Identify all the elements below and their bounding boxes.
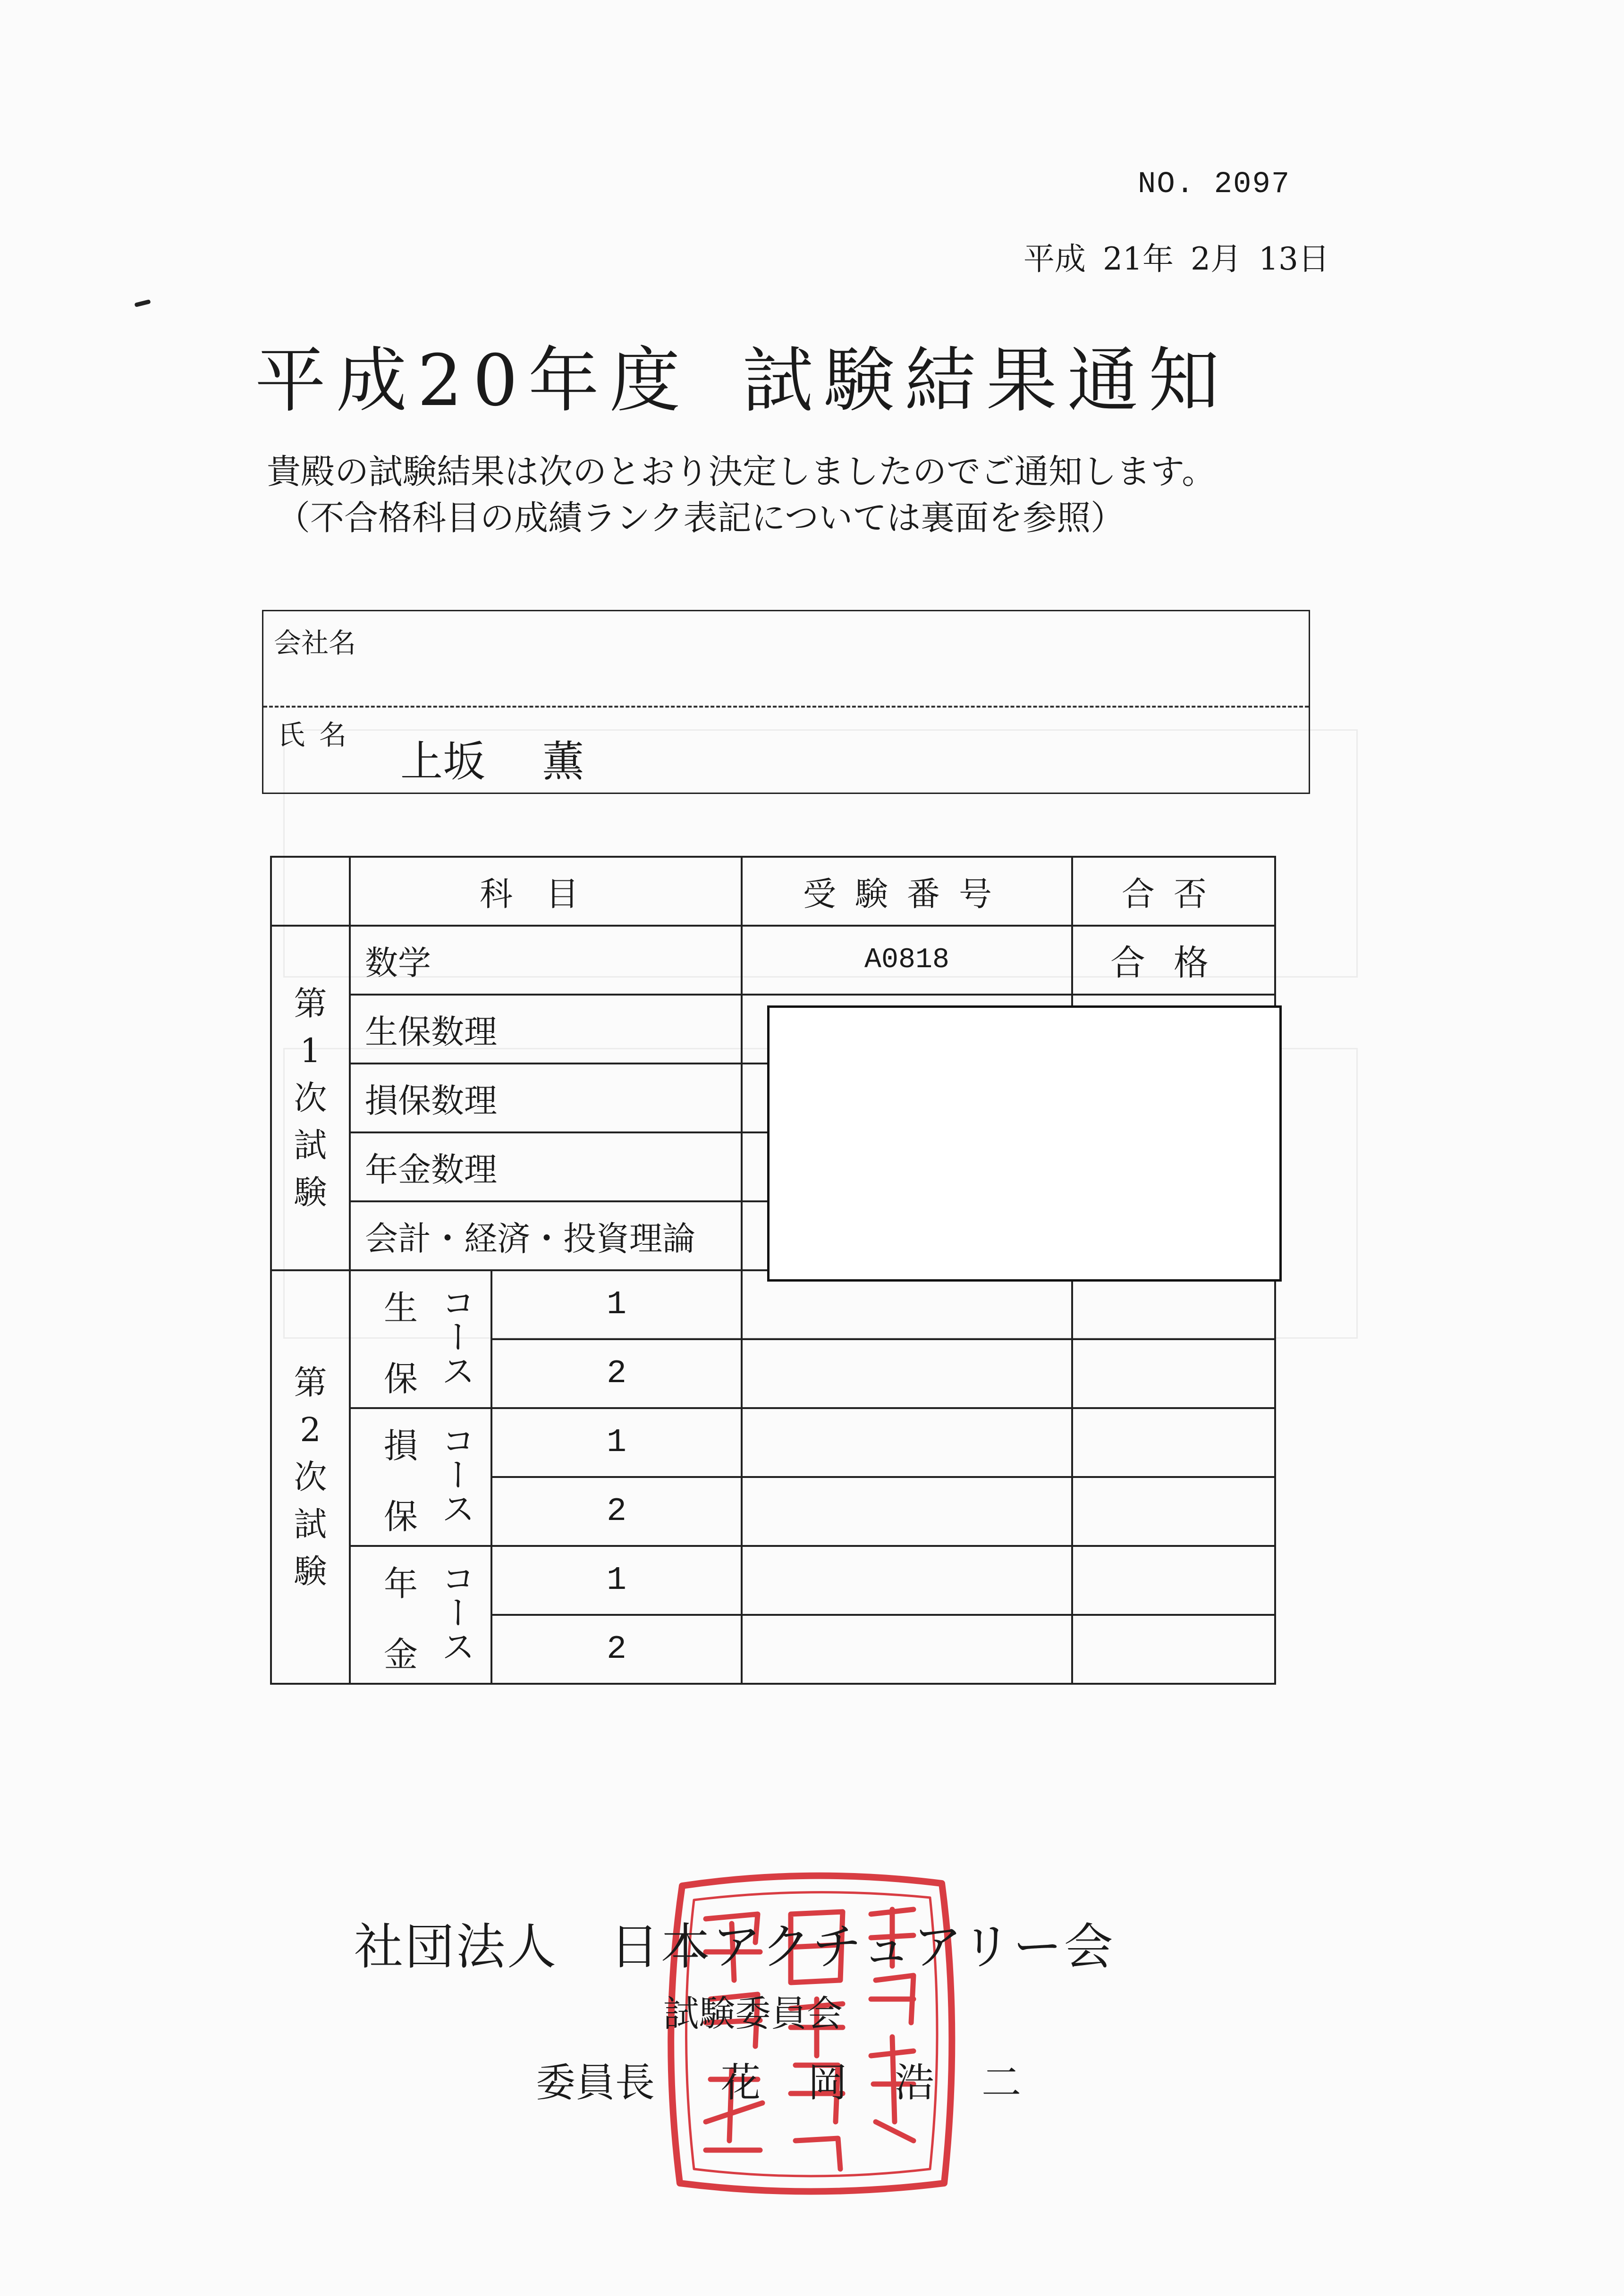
table-row: [271, 1408, 1275, 1477]
exam-number-cell: [742, 1339, 1072, 1408]
date-year: 21年: [1103, 241, 1174, 277]
exam-number-cell: [742, 1408, 1072, 1477]
header-result: 合否: [1072, 857, 1275, 926]
exam-number-cell: [742, 1546, 1072, 1615]
name-given: 薫: [542, 737, 584, 786]
date-day: 13日: [1258, 241, 1329, 277]
header-exam-number: 受験番号: [742, 857, 1072, 926]
course-nenkin: [350, 1546, 491, 1684]
issue-date: [1023, 234, 1329, 279]
exam-number-cell: [742, 1615, 1072, 1684]
document-number: NO. 2097: [1138, 168, 1291, 202]
first-exam-label: 第 1 次 試 験: [271, 926, 350, 1270]
course-name-bottom: 保: [384, 1359, 418, 1399]
ink-smudge: [134, 299, 151, 307]
course-word: コース: [436, 1285, 475, 1387]
second-exam-label: 第 2 次 試 験: [271, 1270, 350, 1684]
organization-line: [354, 1907, 1115, 1978]
course-sonpo: [350, 1408, 491, 1546]
course-name-top: 年: [384, 1564, 418, 1604]
exam-number-cell: A0818: [742, 926, 1072, 995]
result-cell: [1072, 1339, 1275, 1408]
name-value: [400, 727, 584, 788]
dashed-divider: [263, 706, 1309, 708]
course-row-number: 2: [491, 1615, 742, 1684]
course-word: コース: [436, 1423, 475, 1525]
course-row-number: 1: [491, 1408, 742, 1477]
course-row-number: 1: [491, 1270, 742, 1339]
header-subject: 科目: [350, 857, 742, 926]
name-box: [262, 610, 1310, 794]
exam-number-cell: [742, 1477, 1072, 1546]
result-cell: [1072, 1408, 1275, 1477]
name-label: 氏名: [278, 719, 361, 751]
result-cell: [1072, 1546, 1275, 1615]
date-month: 2月: [1190, 241, 1242, 277]
redaction-box: [767, 1005, 1282, 1282]
course-seiho: [350, 1270, 491, 1408]
chair-line: [536, 2051, 1021, 2108]
result-cell: 合格: [1072, 926, 1275, 995]
course-row-number: 2: [491, 1339, 742, 1408]
header-blank: [271, 857, 350, 926]
subject-cell: 損保数理: [350, 1064, 742, 1132]
course-name-bottom: 保: [384, 1497, 418, 1536]
chair-name-char: 二: [981, 2060, 1022, 2106]
table-row: [271, 1546, 1275, 1615]
course-name-top: 生: [384, 1288, 418, 1328]
subject-cell: 年金数理: [350, 1132, 742, 1201]
chair-title: 委員長: [536, 2060, 655, 2106]
course-row-number: 2: [491, 1477, 742, 1546]
table-header-row: [271, 857, 1275, 926]
date-era: 平成: [1023, 241, 1086, 277]
intro-line-2: （不合格科目の成績ランク表記については裏面を参照）: [276, 498, 1125, 538]
organization-type: 社団法人: [354, 1918, 558, 1975]
committee-name: 試験委員会: [663, 1992, 843, 2034]
chair-name-char: 浩: [895, 2060, 935, 2106]
company-label: 会社名: [274, 627, 356, 659]
organization-name: 日本アクチュアリー会: [610, 1918, 1115, 1975]
result-cell: [1072, 1615, 1275, 1684]
course-row-number: 1: [491, 1546, 742, 1615]
intro-text: [267, 448, 1216, 541]
course-word: コース: [436, 1561, 475, 1663]
result-cell: [1072, 1477, 1275, 1546]
page-title: [255, 323, 1230, 425]
subject-cell: 会計・経済・投資理論: [350, 1201, 742, 1270]
name-family: 上坂: [400, 737, 485, 786]
course-name-top: 損: [384, 1426, 418, 1466]
chair-name-char: 岡: [808, 2060, 848, 2106]
table-row: [271, 926, 1275, 995]
course-name-bottom: 金: [384, 1635, 418, 1674]
intro-line-1: 貴殿の試験結果は次のとおり決定しましたのでご通知します。: [267, 452, 1216, 491]
title-main: 試験結果通知: [742, 340, 1230, 422]
chair-name-char: 花: [721, 2060, 761, 2106]
title-year: 平成20年度: [255, 340, 691, 422]
subject-cell: 数学: [350, 926, 742, 995]
subject-cell: 生保数理: [350, 995, 742, 1064]
